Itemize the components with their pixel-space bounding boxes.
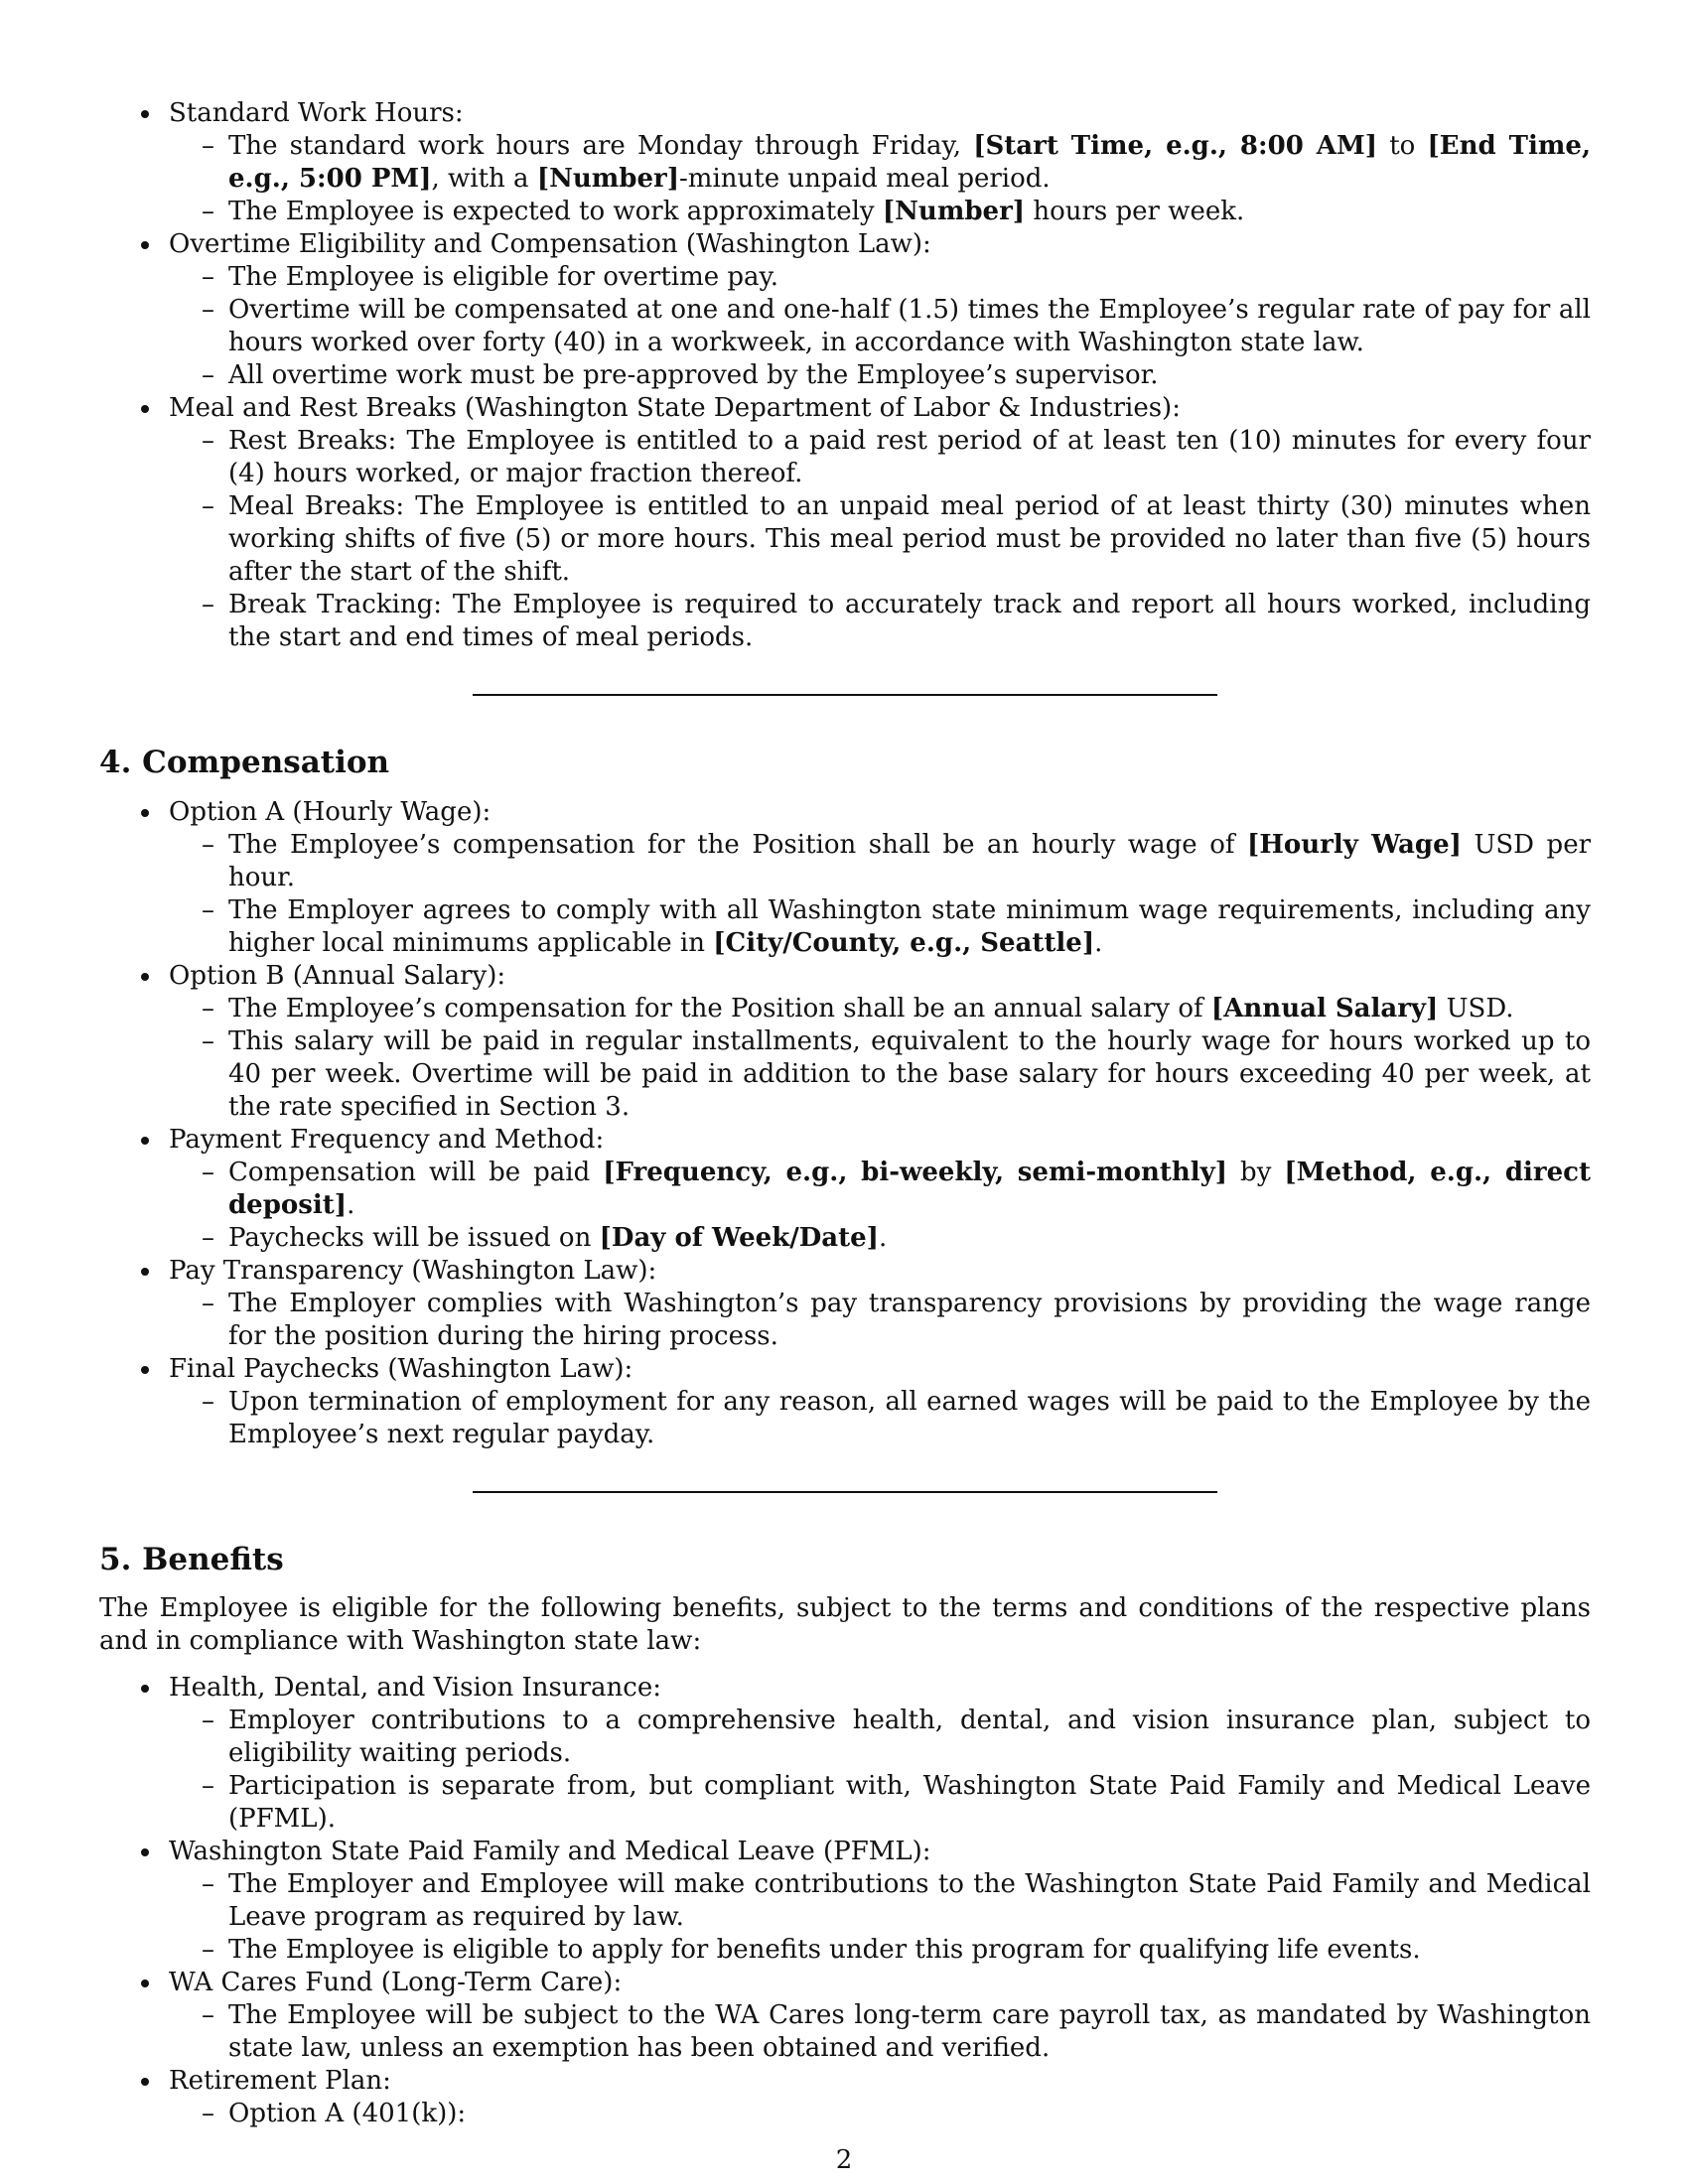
- sub-list-item: [169, 1934, 1591, 1967]
- list-item: [99, 97, 1591, 228]
- sub-list-item: [169, 1288, 1591, 1353]
- section-divider: [473, 694, 1217, 696]
- section-divider: [473, 1491, 1217, 1493]
- list-item-label: Overtime Eligibility and Compensation (Washington Law):: [169, 229, 931, 259]
- sub-list-item: [169, 1222, 1591, 1255]
- list-item-label: Retirement Plan:: [169, 2066, 391, 2096]
- placeholder-field: [Number]: [882, 197, 1026, 226]
- sub-list: [169, 425, 1591, 654]
- list-item: [99, 392, 1591, 654]
- text-run: Option A (401(k)):: [228, 2099, 467, 2128]
- sub-list-item: [169, 589, 1591, 654]
- text-run: -minute unpaid meal period.: [679, 164, 1051, 194]
- list-item-label: Washington State Paid Family and Medical Leave (PFML):: [169, 1837, 931, 1866]
- sub-list-item: [169, 196, 1591, 228]
- benefits-intro: The Employee is eligible for the following benefits, subject to the terms and conditions of the respective plans and in compliance with Washington state law:: [99, 1593, 1591, 1656]
- text-run: The standard work hours are Monday through Friday,: [228, 131, 974, 161]
- list-item-label: Meal and Rest Breaks (Washington State Department of Labor & Industries):: [169, 393, 1181, 423]
- placeholder-field: [Method, e.g., direct deposit]: [228, 1158, 1591, 1220]
- sub-list-item: [169, 261, 1591, 294]
- text-run: .: [1094, 928, 1103, 958]
- text-run: Meal Breaks: The Employee is entitled to an unpaid meal period of at least thirty (30) minutes when working shifts of five (5) or more hours. This meal period must be provided no later than five (5) hours after the start of the shift.: [228, 491, 1591, 587]
- sub-list: [169, 1386, 1591, 1451]
- sub-list-item: [169, 1025, 1591, 1124]
- text-run: The Employer complies with Washington’s pay transparency provisions by providing the wage range for the position during the hiring process.: [228, 1289, 1591, 1351]
- sub-list: [169, 1999, 1591, 2065]
- list-item-label: Payment Frequency and Method:: [169, 1125, 605, 1155]
- sub-list-item: [169, 490, 1591, 589]
- list-item: [99, 1672, 1591, 1836]
- list-item: [99, 1353, 1591, 1451]
- placeholder-field: [Frequency, e.g., bi-weekly, semi-monthly]: [603, 1158, 1228, 1187]
- list-item-label: WA Cares Fund (Long-Term Care):: [169, 1968, 623, 1997]
- text-run: Paychecks will be issued on: [228, 1223, 600, 1253]
- text-run: , with a: [431, 164, 537, 194]
- sub-list: [169, 829, 1591, 960]
- list-item-label: Pay Transparency (Washington Law):: [169, 1256, 657, 1286]
- text-run: Break Tracking: The Employee is required to accurately track and report all hours worked, including the start and end times of meal periods.: [228, 590, 1591, 652]
- list-item: [99, 1967, 1591, 2065]
- list-item-label: Option B (Annual Salary):: [169, 961, 506, 991]
- list-item: [99, 1255, 1591, 1353]
- page-number: 2: [835, 2145, 853, 2175]
- text-run: The Employer agrees to comply with all Washington state minimum wage requirements, including any higher local minimums applicable in: [228, 895, 1591, 958]
- text-run: This salary will be paid in regular installments, equivalent to the hourly wage for hours worked up to 40 per week. Overtime will be paid in addition to the base salary for hours exceeding 40 per week, at the rate specified in Section 3.: [228, 1026, 1591, 1122]
- text-run: The Employee is expected to work approximately: [228, 197, 883, 226]
- list-item: [99, 1124, 1591, 1255]
- list-item-label: Final Paychecks (Washington Law):: [169, 1354, 633, 1384]
- sub-list-item: [169, 1868, 1591, 1934]
- text-run: USD per hour.: [228, 830, 1592, 892]
- text-run: Compensation will be paid: [228, 1158, 604, 1187]
- placeholder-field: [Day of Week/Date]: [599, 1223, 879, 1253]
- text-run: The Employee is eligible for overtime pay.: [228, 262, 779, 292]
- hours-list: [99, 97, 1591, 654]
- text-run: The Employee will be subject to the WA Cares long-term care payroll tax, as mandated by Washington state law, unless an exemption has been obtained and verified.: [228, 2000, 1591, 2063]
- text-run: All overtime work must be pre-approved by the Employee’s supervisor.: [228, 360, 1159, 390]
- list-item-label: Option A (Hourly Wage):: [169, 797, 492, 827]
- text-run: USD.: [1438, 994, 1514, 1024]
- sub-list-item: [169, 829, 1591, 894]
- placeholder-field: [Start Time, e.g., 8:00 AM]: [973, 131, 1378, 161]
- sub-list-item: [169, 993, 1591, 1025]
- text-run: Upon termination of employment for any reason, all earned wages will be paid to the Employee by the Employee’s next regular payday.: [228, 1387, 1591, 1449]
- list-item-label: Health, Dental, and Vision Insurance:: [169, 1673, 661, 1703]
- list-item-label: Standard Work Hours:: [169, 98, 464, 128]
- sub-list-item: [169, 359, 1591, 392]
- text-run: hours per week.: [1025, 197, 1245, 226]
- sub-list: [169, 1288, 1591, 1353]
- sub-list: [169, 993, 1591, 1124]
- sub-list-item: [169, 130, 1591, 196]
- list-item: [99, 960, 1591, 1124]
- placeholder-field: [Annual Salary]: [1210, 994, 1439, 1024]
- sub-list-item: [169, 1705, 1591, 1770]
- sub-list-item: [169, 1386, 1591, 1451]
- sub-list-item: [169, 294, 1591, 359]
- placeholder-field: [Hourly Wage]: [1247, 830, 1462, 860]
- sub-list-item: [169, 425, 1591, 490]
- section-heading-compensation: 4. Compensation: [99, 745, 390, 780]
- section-heading-benefits: 5. Benefits: [99, 1542, 284, 1577]
- sub-list-item: [169, 1999, 1591, 2065]
- text-run: Rest Breaks: The Employee is entitled to a paid rest period of at least ten (10) minutes for every four (4) hours worked, or major fraction thereof.: [228, 426, 1591, 488]
- sub-list: [169, 1157, 1591, 1255]
- sub-list: [169, 1705, 1591, 1836]
- placeholder-field: [Number]: [536, 164, 680, 194]
- list-item: [99, 2065, 1591, 2130]
- placeholder-field: [City/County, e.g., Seattle]: [713, 928, 1095, 958]
- sub-list: [169, 2098, 1591, 2130]
- compensation-list: [99, 796, 1591, 1451]
- text-run: Overtime will be compensated at one and one-half (1.5) times the Employee’s regular rate of pay for all hours worked over forty (40) in a workweek, in accordance with Washington state law.: [228, 295, 1591, 357]
- list-item: [99, 1836, 1591, 1967]
- text-run: The Employee is eligible to apply for benefits under this program for qualifying life events.: [228, 1935, 1421, 1965]
- sub-list: [169, 261, 1591, 392]
- placeholder-field: [End Time, e.g., 5:00 PM]: [228, 131, 1591, 194]
- text-run: The Employer and Employee will make contributions to the Washington State Paid Family and Medical Leave program as required by law.: [228, 1869, 1591, 1932]
- list-item: [99, 796, 1591, 960]
- text-run: The Employee’s compensation for the Position shall be an hourly wage of: [228, 830, 1248, 860]
- benefits-list: [99, 1672, 1591, 2130]
- text-run: by: [1227, 1158, 1285, 1187]
- text-run: to: [1377, 131, 1428, 161]
- text-run: The Employee’s compensation for the Position shall be an annual salary of: [228, 994, 1211, 1024]
- sub-list: [169, 130, 1591, 228]
- text-run: Employer contributions to a comprehensive health, dental, and vision insurance plan, subject to eligibility waiting periods.: [228, 1706, 1591, 1768]
- list-item: [99, 228, 1591, 392]
- sub-list-item: [169, 894, 1591, 960]
- sub-list-item: [169, 1157, 1591, 1222]
- text-run: Participation is separate from, but compliant with, Washington State Paid Family and Medical Leave (PFML).: [228, 1771, 1591, 1834]
- sub-list-item: [169, 2098, 1591, 2130]
- text-run: .: [347, 1190, 355, 1220]
- sub-list: [169, 1868, 1591, 1967]
- text-run: .: [878, 1223, 888, 1253]
- sub-list-item: [169, 1770, 1591, 1836]
